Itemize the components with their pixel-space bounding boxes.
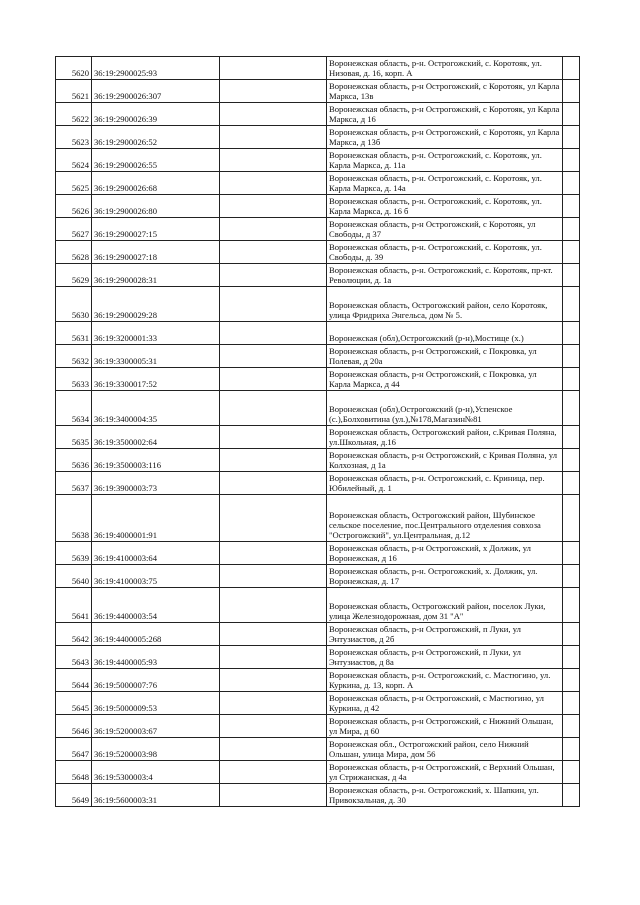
empty-cell bbox=[563, 761, 580, 784]
table-row bbox=[56, 195, 580, 218]
row-number-cell: 5629 bbox=[56, 264, 92, 287]
row-number-cell: 5625 bbox=[56, 172, 92, 195]
empty-cell bbox=[563, 195, 580, 218]
cadastral-number-cell: 36:19:3200001:33 bbox=[92, 322, 220, 345]
cadastral-number-cell: 36:19:2900026:52 bbox=[92, 126, 220, 149]
address-cell bbox=[327, 495, 563, 542]
empty-cell bbox=[220, 646, 327, 669]
table-row bbox=[56, 565, 580, 588]
table-row bbox=[56, 449, 580, 472]
address-cell bbox=[327, 588, 563, 623]
empty-cell bbox=[563, 126, 580, 149]
address-cell bbox=[327, 542, 563, 565]
cadastral-number-cell: 36:19:2900026:39 bbox=[92, 103, 220, 126]
empty-cell bbox=[220, 669, 327, 692]
address-cell bbox=[327, 264, 563, 287]
cadastral-number-cell: 36:19:4400005:93 bbox=[92, 646, 220, 669]
empty-cell bbox=[220, 218, 327, 241]
table-row bbox=[56, 241, 580, 264]
empty-cell bbox=[563, 784, 580, 807]
table-row bbox=[56, 149, 580, 172]
row-number-cell: 5643 bbox=[56, 646, 92, 669]
empty-cell bbox=[563, 264, 580, 287]
empty-cell bbox=[220, 472, 327, 495]
row-number-cell: 5622 bbox=[56, 103, 92, 126]
empty-cell bbox=[220, 126, 327, 149]
table-row bbox=[56, 103, 580, 126]
empty-cell bbox=[563, 542, 580, 565]
cadastral-number-cell: 36:19:5600003:31 bbox=[92, 784, 220, 807]
address-text: Воронежская область, р-н Острогожский, с Кривая Поляна, ул Колхозная, д 1а bbox=[329, 451, 557, 471]
address-cell bbox=[327, 345, 563, 368]
cadastral-number-cell: 36:19:5000009:53 bbox=[92, 692, 220, 715]
cadastral-number-cell: 36:19:2900026:80 bbox=[92, 195, 220, 218]
address-text: Воронежская область, р-н Острогожский, с Покровка, ул Полевая, д 20а bbox=[329, 347, 537, 367]
row-number-cell: 5644 bbox=[56, 669, 92, 692]
empty-cell bbox=[220, 761, 327, 784]
empty-cell bbox=[220, 784, 327, 807]
empty-cell bbox=[220, 391, 327, 426]
empty-cell bbox=[563, 495, 580, 542]
address-text: Воронежская область, р-н Острогожский, х Должик, ул Воронежская, д 16 bbox=[329, 544, 531, 564]
row-number-cell: 5639 bbox=[56, 542, 92, 565]
table-row bbox=[56, 126, 580, 149]
empty-cell bbox=[220, 449, 327, 472]
empty-cell bbox=[563, 241, 580, 264]
address-text: Воронежская область, Острогожский район, село Коротояк, улица Фридриха Энгельса, дом № 5. bbox=[329, 301, 548, 321]
address-cell bbox=[327, 287, 563, 322]
address-text: Воронежская область, р-н Острогожский, п Луки, ул Энтузиастов, д 2б bbox=[329, 625, 521, 645]
registry-table bbox=[55, 56, 580, 807]
cadastral-number-cell: 36:19:5300003:4 bbox=[92, 761, 220, 784]
table-row bbox=[56, 264, 580, 287]
row-number-cell: 5634 bbox=[56, 391, 92, 426]
cadastral-number-cell: 36:19:4000001:91 bbox=[92, 495, 220, 542]
row-number-cell: 5638 bbox=[56, 495, 92, 542]
cadastral-number-cell: 36:19:3400004:35 bbox=[92, 391, 220, 426]
row-number-cell: 5626 bbox=[56, 195, 92, 218]
table-row bbox=[56, 322, 580, 345]
cadastral-number-cell: 36:19:2900026:68 bbox=[92, 172, 220, 195]
cadastral-number-cell: 36:19:5000007:76 bbox=[92, 669, 220, 692]
address-text: Воронежская область, Острогожский район, с.Кривая Поляна, ул.Школьная, д.16 bbox=[329, 428, 557, 448]
empty-cell bbox=[563, 623, 580, 646]
empty-cell bbox=[563, 391, 580, 426]
address-cell bbox=[327, 149, 563, 172]
address-text: Воронежская обл., Острогожский район, село Нижний Ольшан, улица Мира, дом 56 bbox=[329, 740, 529, 760]
address-cell bbox=[327, 565, 563, 588]
address-text: Воронежская область, р-н. Острогожский, с. Криница, пер. Юбилейный, д. 1 bbox=[329, 474, 545, 494]
address-cell bbox=[327, 103, 563, 126]
address-cell bbox=[327, 368, 563, 391]
empty-cell bbox=[220, 172, 327, 195]
address-text: Воронежская область, Острогожский район, поселок Луки, улица Железнодорожная, дом 31 "А" bbox=[329, 602, 546, 622]
cadastral-number-cell: 36:19:2900029:28 bbox=[92, 287, 220, 322]
table-row bbox=[56, 345, 580, 368]
empty-cell bbox=[563, 287, 580, 322]
address-cell bbox=[327, 623, 563, 646]
row-number-cell: 5648 bbox=[56, 761, 92, 784]
address-text: Воронежская (обл),Острогожский (р-н),Успенское (с.),Болховитина (ул.),№178,Магазин№81 bbox=[329, 405, 513, 425]
empty-cell bbox=[220, 565, 327, 588]
empty-cell bbox=[220, 623, 327, 646]
empty-cell bbox=[563, 368, 580, 391]
cadastral-number-cell: 36:19:3300005:31 bbox=[92, 345, 220, 368]
table-row bbox=[56, 368, 580, 391]
cadastral-number-cell: 36:19:4100003:64 bbox=[92, 542, 220, 565]
address-text: Воронежская область, р-н Острогожский, с Коротояк, ул Свободы, д 37 bbox=[329, 220, 536, 240]
address-cell bbox=[327, 391, 563, 426]
empty-cell bbox=[220, 738, 327, 761]
address-text: Воронежская область, р-н. Острогожский, х. Должик, ул. Воронежская, д. 17 bbox=[329, 567, 538, 587]
empty-cell bbox=[220, 495, 327, 542]
registry-table-body bbox=[56, 57, 580, 807]
cadastral-number-cell: 36:19:2900028:31 bbox=[92, 264, 220, 287]
row-number-cell: 5631 bbox=[56, 322, 92, 345]
row-number-cell: 5624 bbox=[56, 149, 92, 172]
address-cell bbox=[327, 80, 563, 103]
table-row bbox=[56, 287, 580, 322]
empty-cell bbox=[563, 345, 580, 368]
empty-cell bbox=[220, 149, 327, 172]
address-cell bbox=[327, 195, 563, 218]
address-cell bbox=[327, 218, 563, 241]
table-row bbox=[56, 80, 580, 103]
empty-cell bbox=[563, 692, 580, 715]
table-row bbox=[56, 57, 580, 80]
table-row bbox=[56, 588, 580, 623]
address-cell bbox=[327, 646, 563, 669]
empty-cell bbox=[563, 588, 580, 623]
table-row bbox=[56, 623, 580, 646]
empty-cell bbox=[220, 103, 327, 126]
address-text: Воронежская область, Острогожский район, Шубинское сельское поселение, пос.Центрального отделения совхоза "Острогожский", ул.Центральная, д.12 bbox=[329, 511, 541, 541]
address-cell bbox=[327, 322, 563, 345]
row-number-cell: 5623 bbox=[56, 126, 92, 149]
table-row bbox=[56, 715, 580, 738]
cadastral-number-cell: 36:19:2900027:15 bbox=[92, 218, 220, 241]
row-number-cell: 5642 bbox=[56, 623, 92, 646]
row-number-cell: 5649 bbox=[56, 784, 92, 807]
row-number-cell: 5620 bbox=[56, 57, 92, 80]
row-number-cell: 5640 bbox=[56, 565, 92, 588]
cadastral-number-cell: 36:19:4100003:75 bbox=[92, 565, 220, 588]
address-cell bbox=[327, 761, 563, 784]
row-number-cell: 5628 bbox=[56, 241, 92, 264]
address-text: Воронежская область, р-н. Острогожский, с. Коротояк, ул. Свободы, д. 39 bbox=[329, 243, 542, 263]
cadastral-number-cell: 36:19:2900026:307 bbox=[92, 80, 220, 103]
table-row bbox=[56, 646, 580, 669]
empty-cell bbox=[563, 449, 580, 472]
empty-cell bbox=[220, 542, 327, 565]
table-row bbox=[56, 426, 580, 449]
cadastral-number-cell: 36:19:4400003:54 bbox=[92, 588, 220, 623]
address-text: Воронежская область, р-н. Острогожский, с. Коротояк, ул. Карла Маркса, д. 11а bbox=[329, 151, 542, 171]
empty-cell bbox=[563, 80, 580, 103]
address-text: Воронежская область, р-н. Острогожский, х. Шапкин, ул. Привокзальная, д. 30 bbox=[329, 786, 539, 806]
empty-cell bbox=[220, 692, 327, 715]
address-text: Воронежская область, р-н Острогожский, п Луки, ул Энтузиастов, д 8а bbox=[329, 648, 521, 668]
cadastral-number-cell: 36:19:3900003:73 bbox=[92, 472, 220, 495]
empty-cell bbox=[563, 472, 580, 495]
address-text: Воронежская область, р-н Острогожский, с Коротояк, ул Карла Маркса, 13в bbox=[329, 82, 560, 102]
address-text: Воронежская область, р-н Острогожский, с Покровка, ул Карла Маркса, д 44 bbox=[329, 370, 537, 390]
row-number-cell: 5636 bbox=[56, 449, 92, 472]
address-text: Воронежская (обл),Острогожский (р-н),Мостище (х.) bbox=[329, 334, 524, 344]
table-row bbox=[56, 692, 580, 715]
address-text: Воронежская область, р-н Острогожский, с Коротояк, ул Карла Маркса, д 16 bbox=[329, 105, 560, 125]
address-cell bbox=[327, 472, 563, 495]
table-row bbox=[56, 472, 580, 495]
row-number-cell: 5641 bbox=[56, 588, 92, 623]
table-row bbox=[56, 495, 580, 542]
table-row bbox=[56, 761, 580, 784]
table-row bbox=[56, 784, 580, 807]
cadastral-number-cell: 36:19:2900025:93 bbox=[92, 57, 220, 80]
empty-cell bbox=[220, 287, 327, 322]
row-number-cell: 5621 bbox=[56, 80, 92, 103]
empty-cell bbox=[220, 715, 327, 738]
cadastral-number-cell: 36:19:5200003:98 bbox=[92, 738, 220, 761]
address-text: Воронежская область, р-н. Острогожский, с. Коротояк, ул. Низовая, д. 16, корп. А bbox=[329, 59, 542, 79]
row-number-cell: 5645 bbox=[56, 692, 92, 715]
address-cell bbox=[327, 241, 563, 264]
cadastral-number-cell: 36:19:5200003:67 bbox=[92, 715, 220, 738]
table-row bbox=[56, 738, 580, 761]
empty-cell bbox=[563, 426, 580, 449]
empty-cell bbox=[563, 103, 580, 126]
cadastral-number-cell: 36:19:3300017:52 bbox=[92, 368, 220, 391]
table-row bbox=[56, 172, 580, 195]
empty-cell bbox=[220, 322, 327, 345]
cadastral-number-cell: 36:19:2900027:18 bbox=[92, 241, 220, 264]
table-row bbox=[56, 218, 580, 241]
address-text: Воронежская область, р-н Острогожский, с Нижний Ольшан, ул Мира, д 60 bbox=[329, 717, 554, 737]
empty-cell bbox=[220, 80, 327, 103]
empty-cell bbox=[220, 241, 327, 264]
address-text: Воронежская область, р-н Острогожский, с Верхний Ольшан, ул Стрижанская, д 4а bbox=[329, 763, 555, 783]
row-number-cell: 5633 bbox=[56, 368, 92, 391]
cadastral-number-cell: 36:19:3500003:116 bbox=[92, 449, 220, 472]
address-text: Воронежская область, р-н Острогожский, с Мастюгино, ул Куркина, д 42 bbox=[329, 694, 544, 714]
empty-cell bbox=[563, 646, 580, 669]
empty-cell bbox=[563, 149, 580, 172]
address-text: Воронежская область, р-н. Острогожский, с. Коротояк, ул. Карла Маркса, д. 14а bbox=[329, 174, 542, 194]
address-cell bbox=[327, 669, 563, 692]
empty-cell bbox=[220, 264, 327, 287]
empty-cell bbox=[220, 195, 327, 218]
address-cell bbox=[327, 449, 563, 472]
cadastral-number-cell: 36:19:2900026:55 bbox=[92, 149, 220, 172]
empty-cell bbox=[563, 738, 580, 761]
row-number-cell: 5632 bbox=[56, 345, 92, 368]
empty-cell bbox=[220, 345, 327, 368]
row-number-cell: 5627 bbox=[56, 218, 92, 241]
empty-cell bbox=[220, 588, 327, 623]
cadastral-number-cell: 36:19:3500002:64 bbox=[92, 426, 220, 449]
empty-cell bbox=[563, 669, 580, 692]
address-cell bbox=[327, 738, 563, 761]
empty-cell bbox=[563, 715, 580, 738]
address-cell bbox=[327, 426, 563, 449]
address-cell bbox=[327, 172, 563, 195]
empty-cell bbox=[220, 57, 327, 80]
row-number-cell: 5646 bbox=[56, 715, 92, 738]
address-text: Воронежская область, р-н. Острогожский, с. Коротояк, пр-кт. Революции, д. 1а bbox=[329, 266, 553, 286]
row-number-cell: 5647 bbox=[56, 738, 92, 761]
address-text: Воронежская область, р-н Острогожский, с Коротояк, ул Карла Маркса, д 13б bbox=[329, 128, 560, 148]
address-cell bbox=[327, 126, 563, 149]
row-number-cell: 5637 bbox=[56, 472, 92, 495]
address-cell bbox=[327, 784, 563, 807]
address-cell bbox=[327, 692, 563, 715]
table-row bbox=[56, 669, 580, 692]
empty-cell bbox=[220, 368, 327, 391]
table-row bbox=[56, 542, 580, 565]
address-text: Воронежская область, р-н. Острогожский, с. Коротояк, ул. Карла Маркса, д. 16 б bbox=[329, 197, 542, 217]
empty-cell bbox=[563, 322, 580, 345]
empty-cell bbox=[563, 57, 580, 80]
empty-cell bbox=[563, 172, 580, 195]
empty-cell bbox=[220, 426, 327, 449]
row-number-cell: 5630 bbox=[56, 287, 92, 322]
row-number-cell: 5635 bbox=[56, 426, 92, 449]
empty-cell bbox=[563, 218, 580, 241]
address-cell bbox=[327, 57, 563, 80]
table-row bbox=[56, 391, 580, 426]
empty-cell bbox=[563, 565, 580, 588]
address-text: Воронежская область, р-н. Острогожский, с. Мастюгино, ул. Куркина, д. 13, корп. А bbox=[329, 671, 551, 691]
cadastral-number-cell: 36:19:4400005:268 bbox=[92, 623, 220, 646]
address-cell bbox=[327, 715, 563, 738]
